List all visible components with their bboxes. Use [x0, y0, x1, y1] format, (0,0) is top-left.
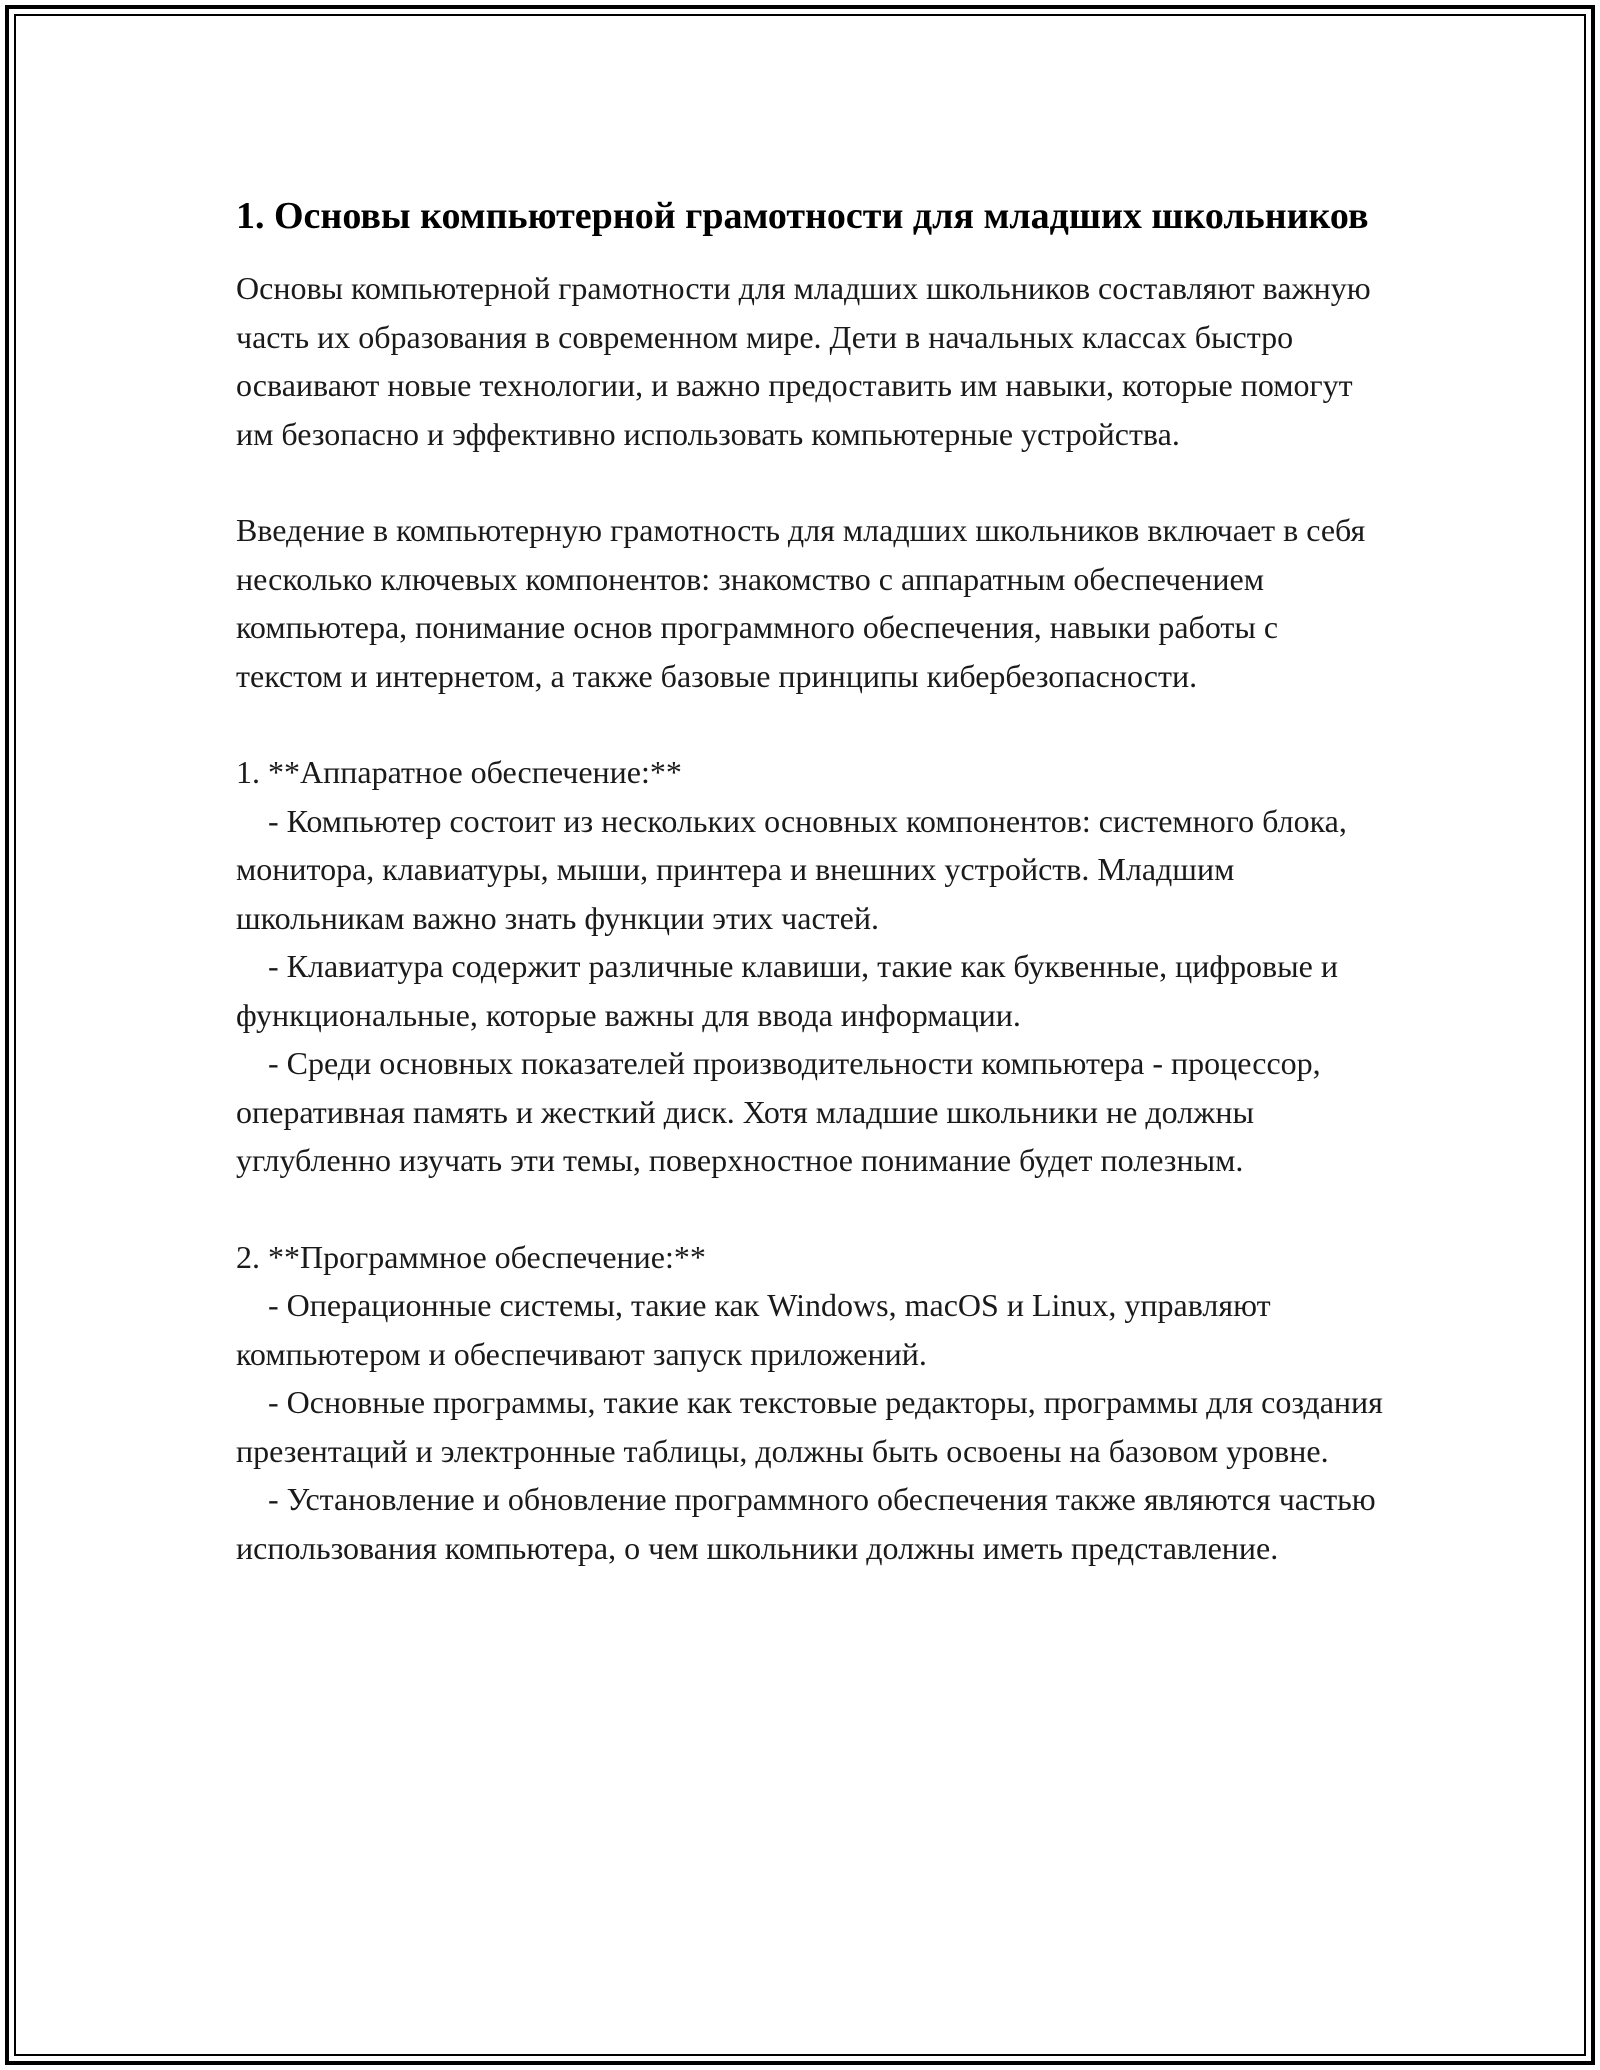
software-section: 2. **Программное обеспечение:** - Операционные системы, такие как Windows, macOS и Linux, управляют компьютером и обеспечивают запуск приложений. - Основные программы, такие как текстовые редакторы, программы для создания презентаций и электронные таблицы, должны быть освоены на базовом уровне. - Установление и обновление программного обеспечения также являются частью использования компьютера, о чем школьники должны иметь представление.: [236, 1238, 1383, 1566]
hardware-section: 1. **Аппаратное обеспечение:** - Компьютер состоит из нескольких основных компонентов: системного блока, монитора, клавиатуры, мыши, принтера и внешних устройств. Младшим школьникам важно знать функции этих частей. - Клавиатура содержит различные клавиши, такие как буквенные, цифровые и функциональные, которые важны для ввода информации. - Среди основных показателей производительности компьютера - процессор, оперативная память и жесткий диск. Хотя младшие школьники не должны углубленно изучать эти темы, поверхностное понимание будет полезным.: [236, 754, 1347, 1178]
introduction-paragraph: Введение в компьютерную грамотность для младших школьников включает в себя несколько ключевых компонентов: знакомство с аппаратным обеспечением компьютера, понимание основ программного обеспечения, навыки работы с текстом и интернетом, а также базовые принципы кибербезопасности.: [236, 512, 1374, 694]
section-heading: 1. Основы компьютерной грамотности для младших школьников: [236, 195, 1369, 237]
document-body: [236, 188, 1386, 1572]
intro-paragraph: Основы компьютерной грамотности для младших школьников составляют важную часть их образования в современном мире. Дети в начальных классах быстро осваивают новые технологии, и важно предоставить им навыки, которые помогут им безопасно и эффективно использовать компьютерные устройства.: [236, 270, 1379, 452]
